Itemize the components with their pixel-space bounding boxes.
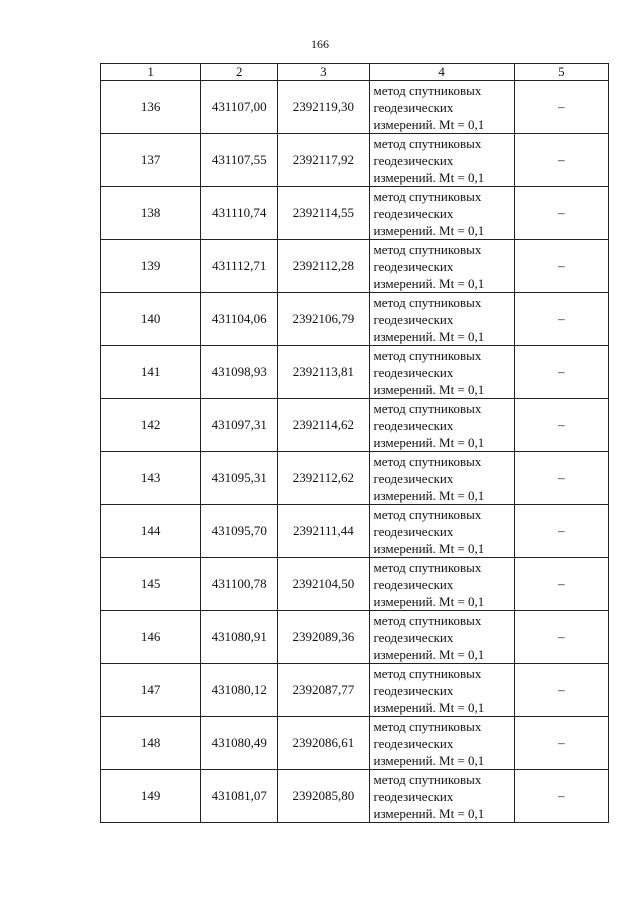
method-cell (369, 399, 514, 452)
table-header-row (101, 64, 609, 81)
table-row (101, 505, 609, 558)
point-number-cell: 139 (101, 240, 201, 293)
method-text-line: измерений. Mt = 0,1 (373, 116, 485, 132)
method-text-line: геодезических (373, 629, 454, 645)
column-header-3: 3 (278, 64, 369, 81)
method-text-line: геодезических (373, 788, 454, 804)
method-text-line: геодезических (373, 364, 454, 380)
x-coordinate-cell: 431110,74 (201, 187, 278, 240)
method-cell (369, 187, 514, 240)
method-text-line: геодезических (373, 152, 454, 168)
method-text-line: измерений. Mt = 0,1 (373, 169, 485, 185)
column-header-1: 1 (101, 64, 201, 81)
table-body (101, 81, 609, 823)
x-coordinate-cell: 431104,06 (201, 293, 278, 346)
method-text-line: метод спутниковых (373, 82, 482, 98)
point-number-cell: 142 (101, 399, 201, 452)
x-coordinate-cell: 431098,93 (201, 346, 278, 399)
column-header-5: 5 (514, 64, 608, 81)
point-number-cell: 146 (101, 611, 201, 664)
table-row (101, 770, 609, 823)
method-text-line: геодезических (373, 99, 454, 115)
x-coordinate-cell: 431112,71 (201, 240, 278, 293)
note-cell: – (514, 81, 608, 134)
method-cell (369, 558, 514, 611)
method-text-line: метод спутниковых (373, 506, 482, 522)
method-text-line: геодезических (373, 576, 454, 592)
column-header-2: 2 (201, 64, 278, 81)
table-row (101, 664, 609, 717)
x-coordinate-cell: 431097,31 (201, 399, 278, 452)
note-cell: – (514, 452, 608, 505)
method-cell (369, 346, 514, 399)
method-text-line: геодезических (373, 311, 454, 327)
coordinates-table (100, 63, 609, 823)
point-number-cell: 138 (101, 187, 201, 240)
method-text-line: геодезических (373, 735, 454, 751)
y-coordinate-cell: 2392114,55 (278, 187, 369, 240)
method-text-line: геодезических (373, 258, 454, 274)
method-text-line: метод спутниковых (373, 400, 482, 416)
method-text-line: метод спутниковых (373, 612, 482, 628)
note-cell: – (514, 134, 608, 187)
y-coordinate-cell: 2392089,36 (278, 611, 369, 664)
table-row (101, 452, 609, 505)
method-text-line: геодезических (373, 523, 454, 539)
y-coordinate-cell: 2392104,50 (278, 558, 369, 611)
point-number-cell: 140 (101, 293, 201, 346)
note-cell: – (514, 664, 608, 717)
method-text-line: измерений. Mt = 0,1 (373, 487, 485, 503)
y-coordinate-cell: 2392112,28 (278, 240, 369, 293)
point-number-cell: 149 (101, 770, 201, 823)
method-text-line: измерений. Mt = 0,1 (373, 275, 485, 291)
table-row (101, 81, 609, 134)
point-number-cell: 147 (101, 664, 201, 717)
note-cell: – (514, 399, 608, 452)
method-cell (369, 293, 514, 346)
y-coordinate-cell: 2392112,62 (278, 452, 369, 505)
method-text-line: метод спутниковых (373, 294, 482, 310)
x-coordinate-cell: 431081,07 (201, 770, 278, 823)
page-number: 166 (311, 37, 329, 51)
method-cell (369, 717, 514, 770)
method-text-line: измерений. Mt = 0,1 (373, 328, 485, 344)
method-text-line: измерений. Mt = 0,1 (373, 646, 485, 662)
table-row (101, 293, 609, 346)
x-coordinate-cell: 431100,78 (201, 558, 278, 611)
table-row (101, 134, 609, 187)
method-text-line: измерений. Mt = 0,1 (373, 593, 485, 609)
note-cell: – (514, 558, 608, 611)
method-text-line: геодезических (373, 417, 454, 433)
y-coordinate-cell: 2392086,61 (278, 717, 369, 770)
method-cell (369, 240, 514, 293)
method-cell (369, 770, 514, 823)
table-row (101, 346, 609, 399)
x-coordinate-cell: 431095,70 (201, 505, 278, 558)
point-number-cell: 141 (101, 346, 201, 399)
method-text-line: метод спутниковых (373, 347, 482, 363)
method-text-line: метод спутниковых (373, 453, 482, 469)
method-cell (369, 611, 514, 664)
x-coordinate-cell: 431080,12 (201, 664, 278, 717)
method-cell (369, 452, 514, 505)
method-text-line: метод спутниковых (373, 559, 482, 575)
y-coordinate-cell: 2392111,44 (278, 505, 369, 558)
point-number-cell: 148 (101, 717, 201, 770)
point-number-cell: 137 (101, 134, 201, 187)
method-text-line: метод спутниковых (373, 771, 482, 787)
method-text-line: геодезических (373, 470, 454, 486)
method-cell (369, 505, 514, 558)
y-coordinate-cell: 2392117,92 (278, 134, 369, 187)
x-coordinate-cell: 431107,55 (201, 134, 278, 187)
method-text-line: измерений. Mt = 0,1 (373, 805, 485, 821)
note-cell: – (514, 770, 608, 823)
method-text-line: измерений. Mt = 0,1 (373, 222, 485, 238)
method-text-line: метод спутниковых (373, 718, 482, 734)
x-coordinate-cell: 431095,31 (201, 452, 278, 505)
note-cell: – (514, 240, 608, 293)
table-row (101, 240, 609, 293)
x-coordinate-cell: 431080,91 (201, 611, 278, 664)
table-row (101, 611, 609, 664)
y-coordinate-cell: 2392113,81 (278, 346, 369, 399)
note-cell: – (514, 346, 608, 399)
point-number-cell: 136 (101, 81, 201, 134)
method-text-line: метод спутниковых (373, 188, 482, 204)
y-coordinate-cell: 2392087,77 (278, 664, 369, 717)
point-number-cell: 145 (101, 558, 201, 611)
y-coordinate-cell: 2392114,62 (278, 399, 369, 452)
method-cell (369, 664, 514, 717)
column-header-4: 4 (369, 64, 514, 81)
table-row (101, 717, 609, 770)
note-cell: – (514, 717, 608, 770)
x-coordinate-cell: 431080,49 (201, 717, 278, 770)
method-text-line: метод спутниковых (373, 665, 482, 681)
method-cell (369, 81, 514, 134)
method-text-line: геодезических (373, 205, 454, 221)
note-cell: – (514, 611, 608, 664)
note-cell: – (514, 505, 608, 558)
y-coordinate-cell: 2392106,79 (278, 293, 369, 346)
note-cell: – (514, 187, 608, 240)
x-coordinate-cell: 431107,00 (201, 81, 278, 134)
table-row (101, 399, 609, 452)
table-row (101, 187, 609, 240)
method-text-line: метод спутниковых (373, 241, 482, 257)
y-coordinate-cell: 2392085,80 (278, 770, 369, 823)
method-cell (369, 134, 514, 187)
note-cell: – (514, 293, 608, 346)
method-text-line: геодезических (373, 682, 454, 698)
method-text-line: измерений. Mt = 0,1 (373, 699, 485, 715)
method-text-line: измерений. Mt = 0,1 (373, 381, 485, 397)
point-number-cell: 143 (101, 452, 201, 505)
method-text-line: измерений. Mt = 0,1 (373, 540, 485, 556)
method-text-line: измерений. Mt = 0,1 (373, 752, 485, 768)
point-number-cell: 144 (101, 505, 201, 558)
method-text-line: измерений. Mt = 0,1 (373, 434, 485, 450)
table-row (101, 558, 609, 611)
method-text-line: метод спутниковых (373, 135, 482, 151)
y-coordinate-cell: 2392119,30 (278, 81, 369, 134)
